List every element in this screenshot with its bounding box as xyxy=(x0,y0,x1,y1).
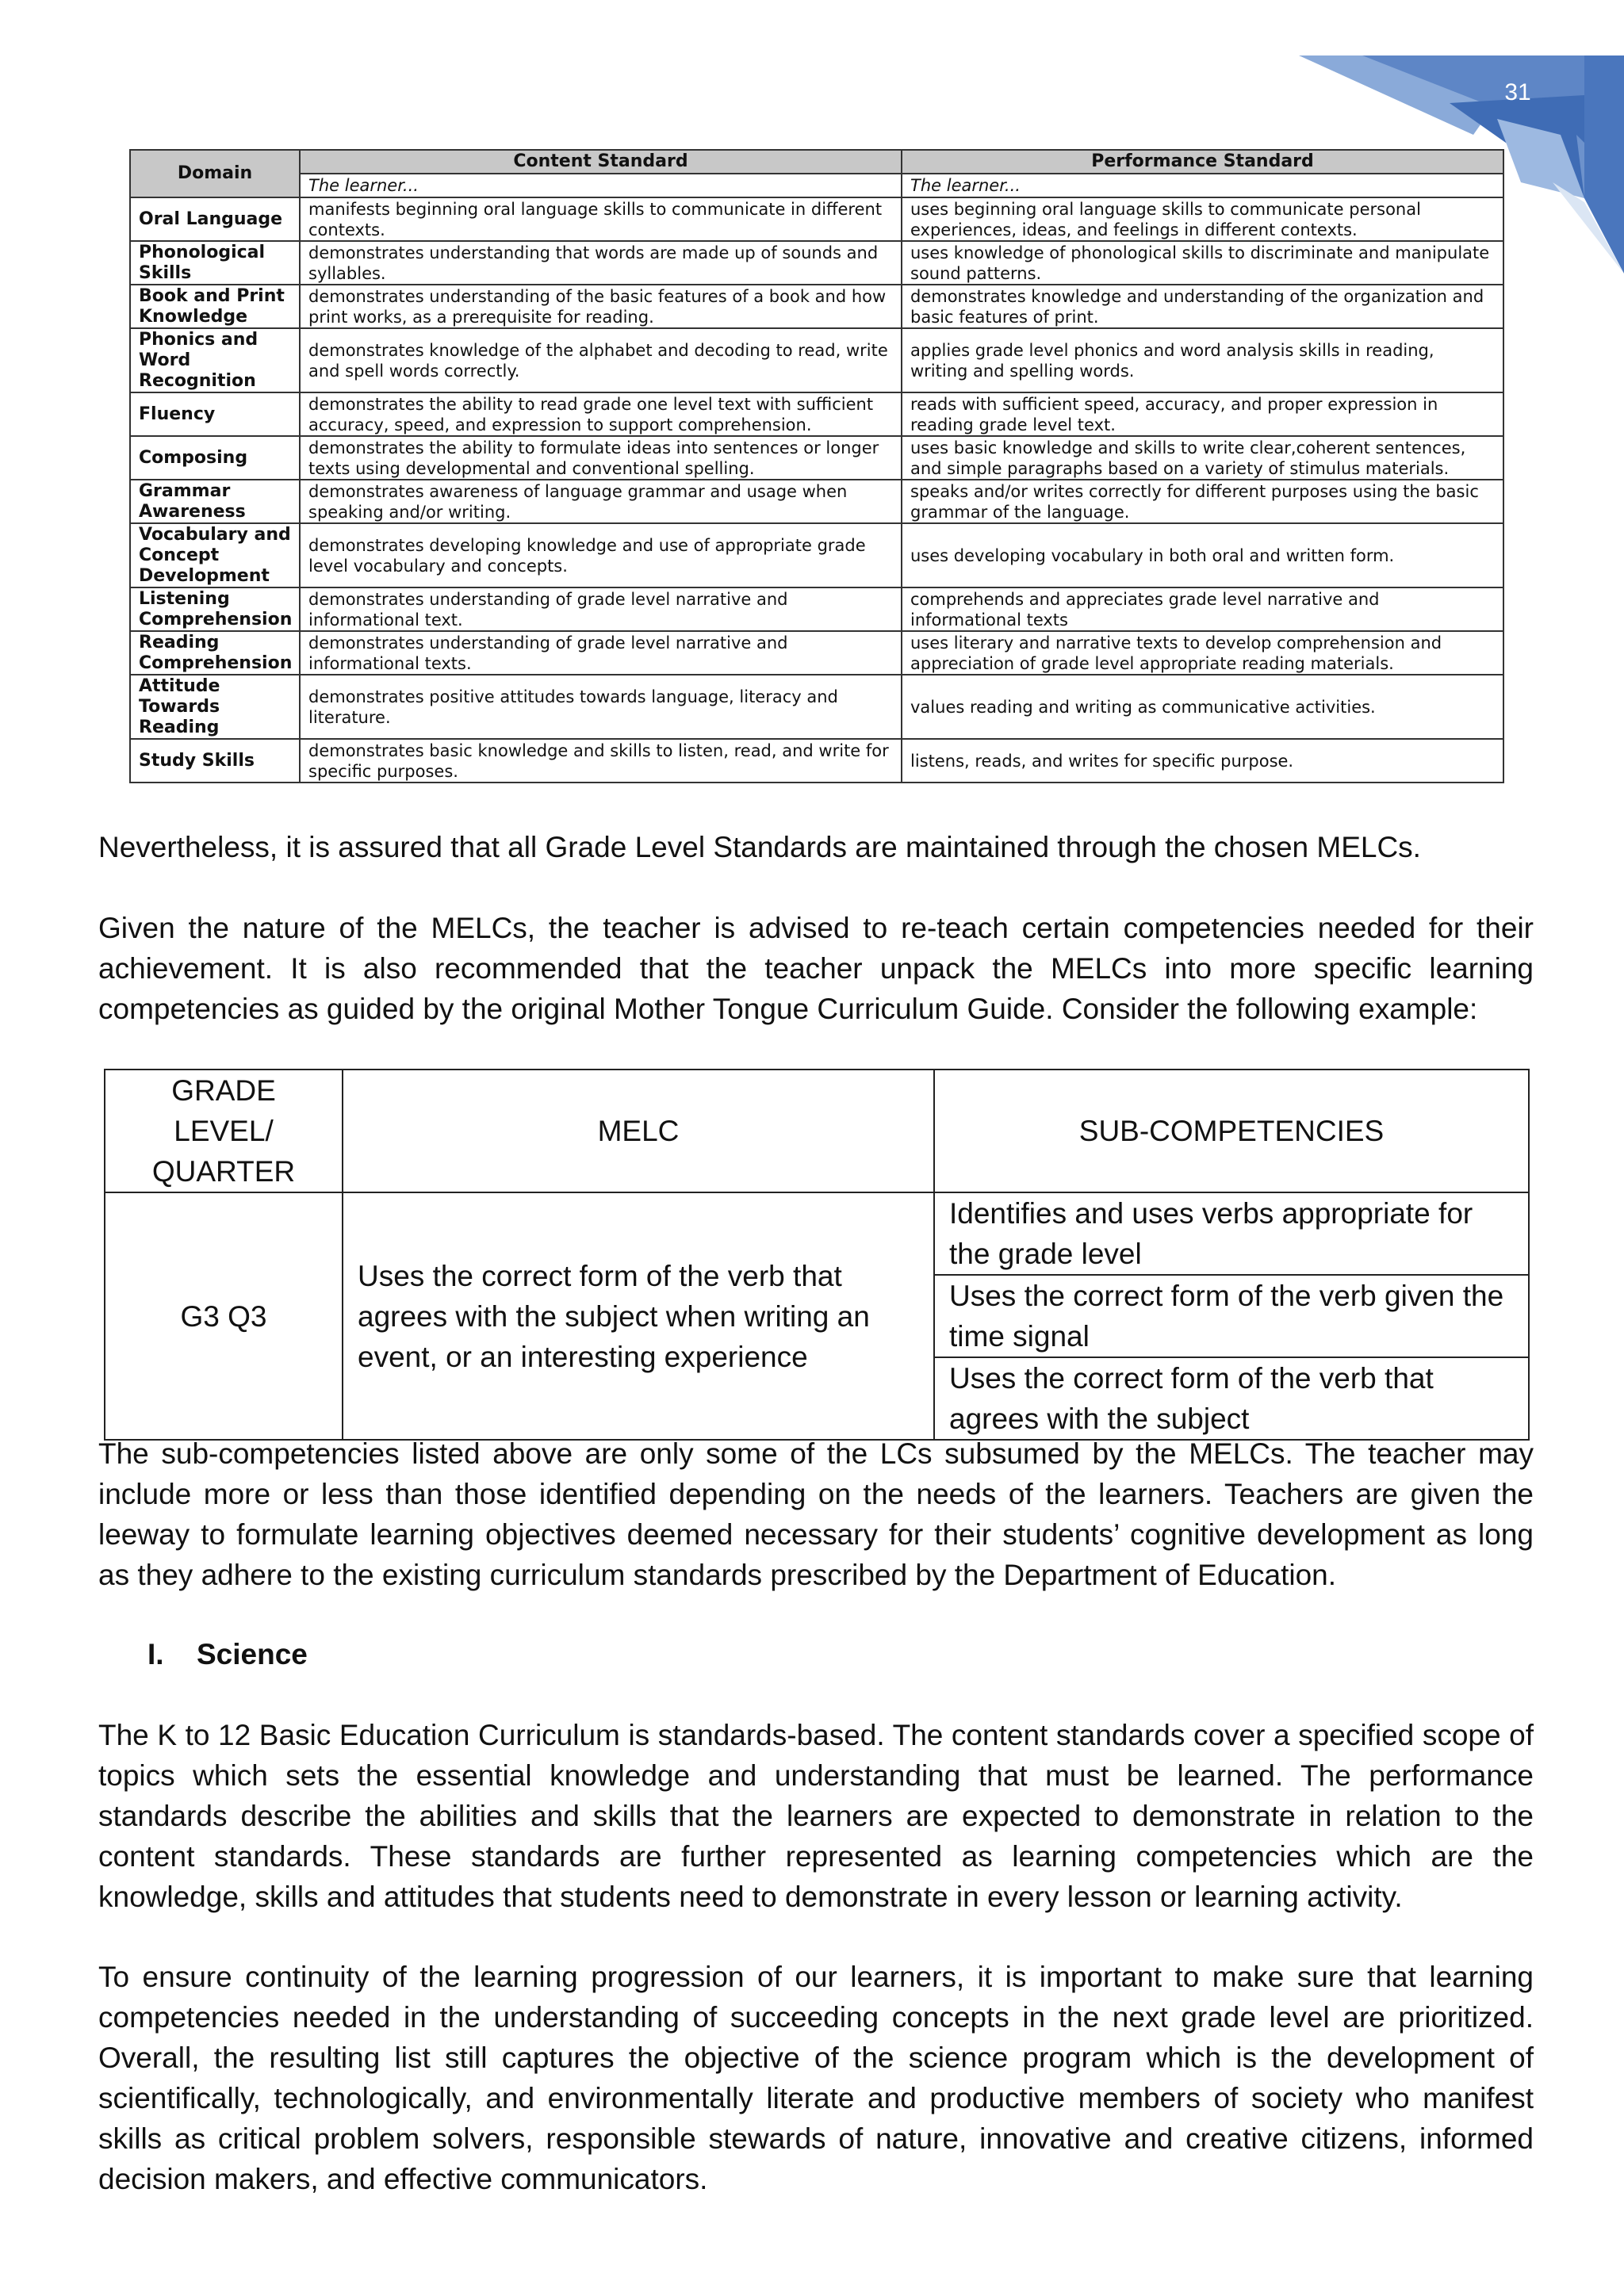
content-cell: demonstrates understanding that words are made up of sounds and syllables. xyxy=(300,241,902,285)
domain-header: Domain xyxy=(130,150,300,197)
content-cell: demonstrates understanding of the basic features of a book and how print works, as a prerequisite for reading. xyxy=(300,285,902,328)
content-cell: manifests beginning oral language skills to communicate in different contexts. xyxy=(300,197,902,241)
melc-header: MELC xyxy=(343,1070,934,1192)
table-row xyxy=(130,285,1503,328)
table-row xyxy=(130,587,1503,631)
performance-cell: uses literary and narrative texts to develop comprehension and appreciation of grade level appropriate reading materials. xyxy=(902,631,1503,675)
performance-cell: uses knowledge of phonological skills to discriminate and manipulate sound patterns. xyxy=(902,241,1503,285)
paragraph-unpack-melcs: Given the nature of the MELCs, the teacher is advised to re-teach certain competencies needed for their achievement. It is also recommended that the teacher unpack the MELCs into more specific learning competencies as guided by the original Mother Tongue Curriculum Guide. Consider the following example: xyxy=(98,912,1534,1025)
paragraph-standards-maintained: Nevertheless, it is assured that all Grade Level Standards are maintained through the chosen MELCs. xyxy=(98,831,1421,863)
melc-cell: Uses the correct form of the verb that agrees with the subject when writing an event, or an interesting experience xyxy=(343,1192,934,1440)
grade-quarter-header: GRADE LEVEL/ QUARTER xyxy=(105,1070,343,1192)
melc-row xyxy=(105,1192,1529,1275)
content-cell: demonstrates understanding of grade level narrative and informational text. xyxy=(300,587,902,631)
sub-competency-cell: Uses the correct form of the verb that agrees with the subject xyxy=(934,1357,1529,1440)
performance-cell: demonstrates knowledge and understanding of the organization and basic features of print. xyxy=(902,285,1503,328)
section-title: Science xyxy=(197,1638,308,1670)
domain-cell: Vocabulary and Concept Development xyxy=(130,523,300,587)
table-row xyxy=(130,436,1503,480)
content-cell: demonstrates knowledge of the alphabet and decoding to read, write and spell words correctly. xyxy=(300,328,902,392)
table-row xyxy=(130,480,1503,523)
performance-lead: The learner... xyxy=(902,174,1503,197)
performance-standard-header: Performance Standard xyxy=(902,150,1503,174)
grade-quarter-cell: G3 Q3 xyxy=(105,1192,343,1440)
content-cell: demonstrates the ability to formulate ideas into sentences or longer texts using developmental and conventional spelling. xyxy=(300,436,902,480)
table-row xyxy=(130,197,1503,241)
domain-cell: Study Skills xyxy=(130,739,300,783)
standards-table xyxy=(129,149,1504,783)
content-cell: demonstrates the ability to read grade one level text with sufficient accuracy, speed, and expression to support comprehension. xyxy=(300,392,902,436)
section-heading xyxy=(147,1634,308,1674)
domain-cell: Listening Comprehension xyxy=(130,587,300,631)
domain-cell: Phonics and Word Recognition xyxy=(130,328,300,392)
domain-cell: Fluency xyxy=(130,392,300,436)
table-row xyxy=(130,739,1503,783)
content-lead: The learner... xyxy=(300,174,902,197)
learner-lead-row xyxy=(130,174,1503,197)
domain-cell: Oral Language xyxy=(130,197,300,241)
table-row xyxy=(130,675,1503,739)
table-row xyxy=(130,241,1503,285)
performance-cell: values reading and writing as communicative activities. xyxy=(902,675,1503,739)
paragraph-standards-based: The K to 12 Basic Education Curriculum is standards-based. The content standards cover a specified scope of topics which sets the essential knowledge and understanding that must be learned. The performance standards describe the abilities and skills that the learners are expected to demonstrate in relation to the content standards. These standards are further represented as learning competencies which are the knowledge, skills and attitudes that students need to demonstrate in every lesson or learning activity. xyxy=(98,1719,1534,1913)
domain-cell: Reading Comprehension xyxy=(130,631,300,675)
content-standard-header: Content Standard xyxy=(300,150,902,174)
content-cell: demonstrates understanding of grade level narrative and informational texts. xyxy=(300,631,902,675)
sub-competency-cell: Identifies and uses verbs appropriate for the grade level xyxy=(934,1192,1529,1275)
table-row xyxy=(130,328,1503,392)
performance-cell: applies grade level phonics and word analysis skills in reading, writing and spelling words. xyxy=(902,328,1503,392)
melc-example-table xyxy=(104,1069,1530,1441)
section-number: I. xyxy=(147,1638,164,1670)
domain-cell: Book and Print Knowledge xyxy=(130,285,300,328)
content-cell: demonstrates basic knowledge and skills to listen, read, and write for specific purposes. xyxy=(300,739,902,783)
domain-cell: Phonological Skills xyxy=(130,241,300,285)
paragraph-sub-competencies: The sub-competencies listed above are only some of the LCs subsumed by the MELCs. The teacher may include more or less than those identified depending on the needs of the learners. Teachers are given the leeway to formulate learning objectives deemed necessary for their students’ cognitive development as long as they adhere to the existing curriculum standards prescribed by the Department of Education. xyxy=(98,1437,1534,1591)
domain-cell: Composing xyxy=(130,436,300,480)
performance-cell: comprehends and appreciates grade level narrative and informational texts xyxy=(902,587,1503,631)
content-cell: demonstrates positive attitudes towards language, literacy and literature. xyxy=(300,675,902,739)
performance-cell: uses basic knowledge and skills to write clear,coherent sentences, and simple paragraphs based on a variety of stimulus materials. xyxy=(902,436,1503,480)
domain-cell: Grammar Awareness xyxy=(130,480,300,523)
standards-header-row xyxy=(130,150,1503,174)
sub-competencies-header: SUB-COMPETENCIES xyxy=(934,1070,1529,1192)
table-row xyxy=(130,523,1503,587)
table-row xyxy=(130,392,1503,436)
performance-cell: uses developing vocabulary in both oral and written form. xyxy=(902,523,1503,587)
performance-cell: listens, reads, and writes for specific purpose. xyxy=(902,739,1503,783)
table-row xyxy=(130,631,1503,675)
melc-header-row xyxy=(105,1070,1529,1192)
paragraph-continuity: To ensure continuity of the learning progression of our learners, it is important to make sure that learning competencies needed in the understanding of succeeding concepts in the next grade level are prioritized. Overall, the resulting list still captures the objective of the science program which is the development of scientifically, technologically, and environmentally literate and productive members of society who manifest skills as critical problem solvers, responsible stewards of nature, innovative and creative citizens, informed decision makers, and effective communicators. xyxy=(98,1961,1534,2195)
domain-cell: Attitude Towards Reading xyxy=(130,675,300,739)
performance-cell: reads with sufficient speed, accuracy, and proper expression in reading grade level text. xyxy=(902,392,1503,436)
content-cell: demonstrates awareness of language grammar and usage when speaking and/or writing. xyxy=(300,480,902,523)
content-cell: demonstrates developing knowledge and use of appropriate grade level vocabulary and concepts. xyxy=(300,523,902,587)
performance-cell: speaks and/or writes correctly for different purposes using the basic grammar of the language. xyxy=(902,480,1503,523)
sub-competency-cell: Uses the correct form of the verb given the time signal xyxy=(934,1275,1529,1357)
page-number: 31 xyxy=(1504,79,1531,105)
performance-cell: uses beginning oral language skills to communicate personal experiences, ideas, and feelings in different contexts. xyxy=(902,197,1503,241)
